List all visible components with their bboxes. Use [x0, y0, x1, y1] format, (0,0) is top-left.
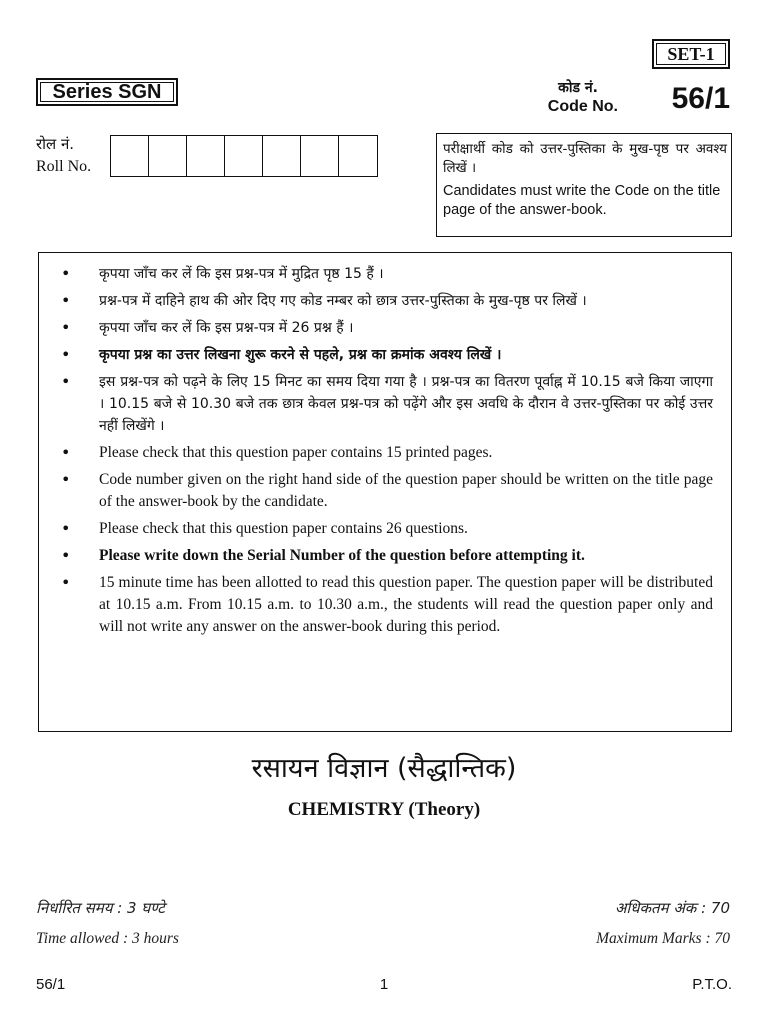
roll-cell [187, 136, 225, 176]
bullet-icon: • [61, 372, 71, 391]
instruction-text: कृपया जाँच कर लें कि इस प्रश्न-पत्र में 26 प्रश्न हैं । [99, 320, 354, 336]
instruction-text: Please check that this question paper contains 15 printed pages. [99, 444, 493, 461]
bullet-icon: • [61, 264, 71, 283]
max-marks-english: Maximum Marks : 70 [596, 930, 730, 947]
roll-cell [111, 136, 149, 176]
code-label-english: Code No. [547, 98, 618, 115]
instruction-item [53, 290, 713, 312]
subject-title-hindi: रसायन विज्ञान (सैद्धान्तिक) [251, 753, 517, 784]
code-number: 56/1 [671, 82, 730, 115]
instruction-text: कृपया जाँच कर लें कि इस प्रश्न-पत्र में मुद्रित पृष्ठ 15 हैं । [99, 266, 384, 282]
instruction-text: Please write down the Serial Number of the question before attempting it. [99, 547, 585, 564]
set-label: SET-1 [667, 43, 715, 64]
bullet-icon: • [61, 519, 71, 538]
roll-cell [339, 136, 377, 176]
roll-label-english: Roll No. [36, 158, 92, 175]
roll-cell [149, 136, 187, 176]
roll-cell [225, 136, 263, 176]
roll-number-grid [110, 135, 378, 177]
instruction-item [53, 317, 713, 339]
pto-label: P.T.O. [692, 976, 732, 993]
set-badge [652, 39, 730, 69]
instruction-item [53, 263, 713, 285]
roll-label-hindi: रोल नं. [36, 135, 75, 153]
code-label-hindi: कोड नं. [558, 80, 598, 96]
series-badge [36, 78, 178, 106]
bullet-icon: • [61, 546, 71, 565]
max-marks-hindi: अधिकतम अंक : 70 [614, 899, 730, 917]
instruction-item [53, 469, 713, 513]
bullet-icon: • [61, 443, 71, 462]
instruction-text: कृपया प्रश्न का उत्तर लिखना शुरू करने से पहले, प्रश्न का क्रमांक अवश्य लिखें । [99, 347, 502, 363]
instruction-item [53, 545, 713, 567]
bullet-icon: • [61, 318, 71, 337]
bullet-icon: • [61, 573, 71, 592]
instruction-text: 15 minute time has been allotted to read this question paper. The question paper will be distributed at 10.15 a.m. From 10.15 a.m. to 10.30 a.m., the students will read the question paper only and will not write any answer on the answer-book during this period. [99, 574, 713, 635]
footer-code: 56/1 [36, 976, 66, 993]
roll-cell [301, 136, 339, 176]
instruction-text: Code number given on the right hand side of the question paper should be written on the title page of the answer-book by the candidate. [99, 471, 713, 510]
instruction-text: प्रश्न-पत्र में दाहिने हाथ की ओर दिए गए कोड नम्बर को छात्र उत्तर-पुस्तिका के मुख-पृष्ठ पर लिखें । [99, 293, 587, 309]
instruction-item [53, 442, 713, 464]
instruction-item [53, 371, 713, 437]
instruction-item [53, 344, 713, 366]
instruction-text: Please check that this question paper contains 26 questions. [99, 520, 468, 537]
bullet-icon: • [61, 470, 71, 489]
instruction-item [53, 572, 713, 638]
notice-english: Candidates must write the Code on the title page of the answer-book. [443, 183, 721, 218]
bullet-icon: • [61, 291, 71, 310]
candidate-notice [436, 133, 732, 237]
series-label: Series SGN [52, 80, 162, 103]
time-allowed-hindi: निर्धारित समय : 3 घण्टे [36, 899, 165, 917]
page-number: 1 [379, 976, 389, 993]
time-allowed-english: Time allowed : 3 hours [36, 930, 179, 947]
instruction-item [53, 518, 713, 540]
notice-hindi: परीक्षार्थी कोड को उत्तर-पुस्तिका के मुख-पृष्ठ पर अवश्य लिखें । [443, 141, 727, 176]
subject-title-english: CHEMISTRY (Theory) [287, 799, 481, 820]
instruction-text: इस प्रश्न-पत्र को पढ़ने के लिए 15 मिनट का समय दिया गया है । प्रश्न-पत्र का वितरण पूर्वाह्न में 10.15 बजे किया जाएगा । 10.15 बजे से 10.30 बजे तक छात्र केवल प्रश्न-पत्र को पढ़ेंगे और इस अवधि के दौरान वे उत्तर-पुस्तिका पर कोई उत्तर नहीं लिखेंगे । [99, 374, 713, 434]
instructions-box [38, 252, 732, 732]
roll-cell [263, 136, 301, 176]
bullet-icon: • [61, 345, 71, 364]
